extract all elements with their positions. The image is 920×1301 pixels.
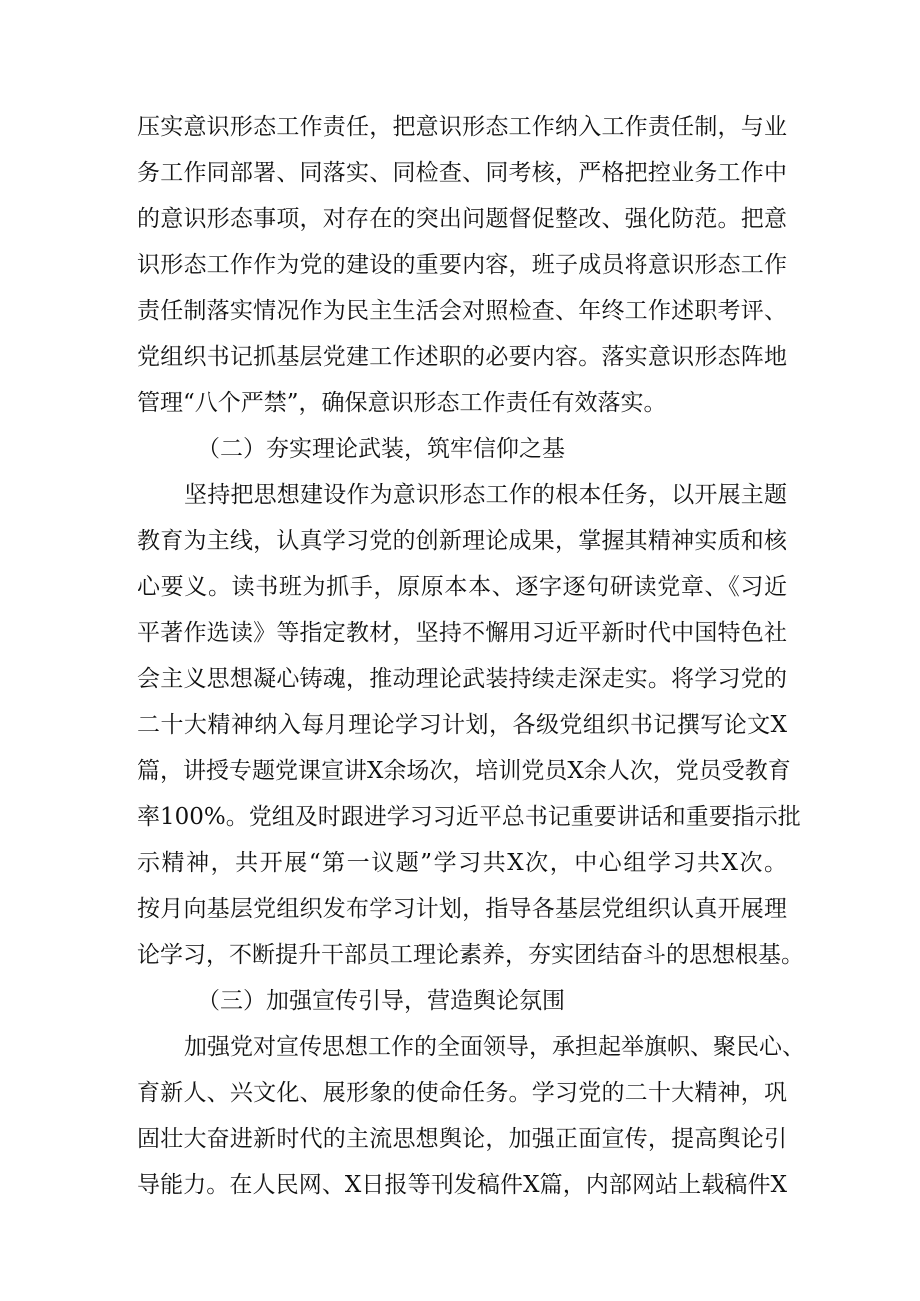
paragraph-2-line-11: 论学习，不断提升干部员工理论素养，夯实团结奋斗的思想根基。 (137, 942, 804, 968)
paragraph-1-line-2: 务工作同部署、同落实、同检查、同考核，严格把控业务工作中 (137, 160, 787, 186)
paragraph-2-line-3: 心要义。读书班为抓手，原原本本、逐字逐句研读党章、《习近 (137, 574, 787, 600)
paragraph-1-line-4: 识形态工作作为党的建设的重要内容，班子成员将意识形态工作 (137, 252, 787, 278)
paragraph-2-line-2: 教育为主线，认真学习党的创新理论成果，掌握其精神实质和核 (137, 528, 787, 554)
paragraph-1-line-3: 的意识形态事项，对存在的突出问题督促整改、强化防范。把意 (137, 206, 787, 232)
paragraph-2-line-7: 篇，讲授专题党课宣讲X余场次，培训党员X余人次，党员受教育 (137, 758, 791, 784)
paragraph-2-line-9: 示精神，共开展“第一议题”学习共X次，中心组学习共X次。 (137, 850, 787, 876)
paragraph-2-line-10: 按月向基层党组织发布学习计划，指导各基层党组织认真开展理 (137, 896, 787, 922)
paragraph-2-line-4: 平著作选读》等指定教材，坚持不懈用习近平新时代中国特色社 (137, 620, 787, 646)
paragraph-3-line-3: 固壮大奋进新时代的主流思想舆论，加强正面宣传，提高舆论引 (137, 1126, 787, 1152)
paragraph-2-line-5: 会主义思想凝心铸魂，推动理论武装持续走深走实。将学习党的 (137, 666, 787, 692)
paragraph-3-line-1: 加强党对宣传思想工作的全面领导，承担起举旗帜、聚民心、 (184, 1034, 805, 1060)
paragraph-3-line-2: 育新人、兴文化、展形象的使命任务。学习党的二十大精神，巩 (137, 1080, 787, 1106)
paragraph-1-line-5: 责任制落实情况作为民主生活会对照检查、年终工作述职考评、 (137, 298, 787, 324)
paragraph-1-line-1: 压实意识形态工作责任，把意识形态工作纳入工作责任制，与业 (137, 114, 787, 140)
paragraph-1-line-7: 管理“八个严禁”，确保意识形态工作责任有效落实。 (137, 390, 667, 416)
paragraph-2-line-1: 坚持把思想建设作为意识形态工作的根本任务，以开展主题 (184, 482, 787, 508)
paragraph-2-line-8: 率100%。党组及时跟进学习习近平总书记重要讲话和重要指示批 (137, 804, 801, 830)
section-heading-3: （三）加强宣传引导，营造舆论氛围 (197, 988, 565, 1014)
section-heading-2: （二）夯实理论武装，筑牢信仰之基 (197, 436, 565, 462)
paragraph-1-line-6: 党组织书记抓基层党建工作述职的必要内容。落实意识形态阵地 (137, 344, 787, 370)
paragraph-2-line-6: 二十大精神纳入每月理论学习计划，各级党组织书记撰写论文X (137, 712, 787, 738)
paragraph-3-line-4: 导能力。在人民网、X日报等刊发稿件X篇，内部网站上载稿件X (137, 1172, 787, 1198)
